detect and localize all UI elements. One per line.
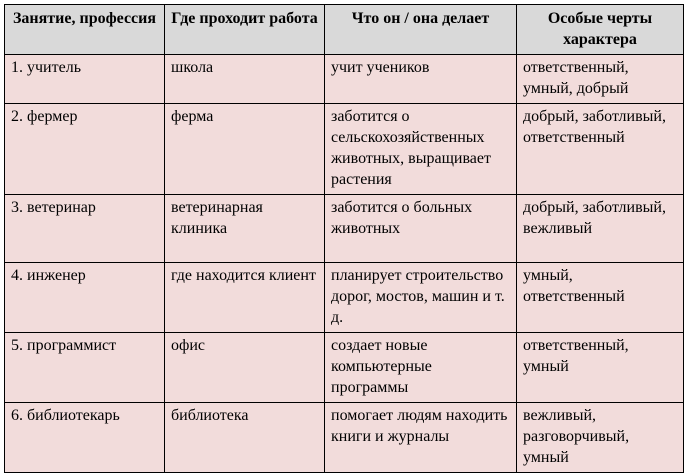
cell-traits: ответственный, умный	[517, 333, 684, 403]
cell-occupation: 6. библиотекарь	[5, 403, 165, 473]
cell-workplace: ферма	[165, 104, 325, 195]
table-row	[5, 263, 684, 333]
table-row	[5, 195, 684, 263]
table-row	[5, 55, 684, 104]
cell-workplace: школа	[165, 55, 325, 104]
header-occupation: Занятие, профессия	[5, 5, 165, 55]
cell-occupation: 2. фермер	[5, 104, 165, 195]
cell-traits: добрый, заботливый, ответственный	[517, 104, 684, 195]
header-traits: Особые черты характера	[517, 5, 684, 55]
cell-occupation: 1. учитель	[5, 55, 165, 104]
professions-table	[4, 4, 684, 473]
cell-occupation: 3. ветеринар	[5, 195, 165, 263]
table-row	[5, 333, 684, 403]
cell-traits: умный, ответственный	[517, 263, 684, 333]
cell-traits: добрый, заботливый, вежливый	[517, 195, 684, 263]
cell-duties: заботится о больных животных	[325, 195, 517, 263]
cell-workplace: где находится клиент	[165, 263, 325, 333]
header-duties: Что он / она делает	[325, 5, 517, 55]
cell-duties: помогает людям находить книги и журналы	[325, 403, 517, 473]
cell-workplace: ветеринарная клиника	[165, 195, 325, 263]
table-header-row	[5, 5, 684, 55]
cell-duties: планирует строительство дорог, мостов, машин и т. д.	[325, 263, 517, 333]
cell-duties: учит учеников	[325, 55, 517, 104]
cell-traits: вежливый, разговорчивый, умный	[517, 403, 684, 473]
cell-workplace: библиотека	[165, 403, 325, 473]
cell-traits: ответственный, умный, добрый	[517, 55, 684, 104]
cell-occupation: 4. инженер	[5, 263, 165, 333]
table-row	[5, 104, 684, 195]
cell-duties: заботится о сельскохозяйственных животных, выращивает растения	[325, 104, 517, 195]
professions-table-container	[4, 4, 683, 473]
cell-duties: создает новые компьютерные программы	[325, 333, 517, 403]
cell-occupation: 5. программист	[5, 333, 165, 403]
header-workplace: Где проходит работа	[165, 5, 325, 55]
table-row	[5, 403, 684, 473]
cell-workplace: офис	[165, 333, 325, 403]
